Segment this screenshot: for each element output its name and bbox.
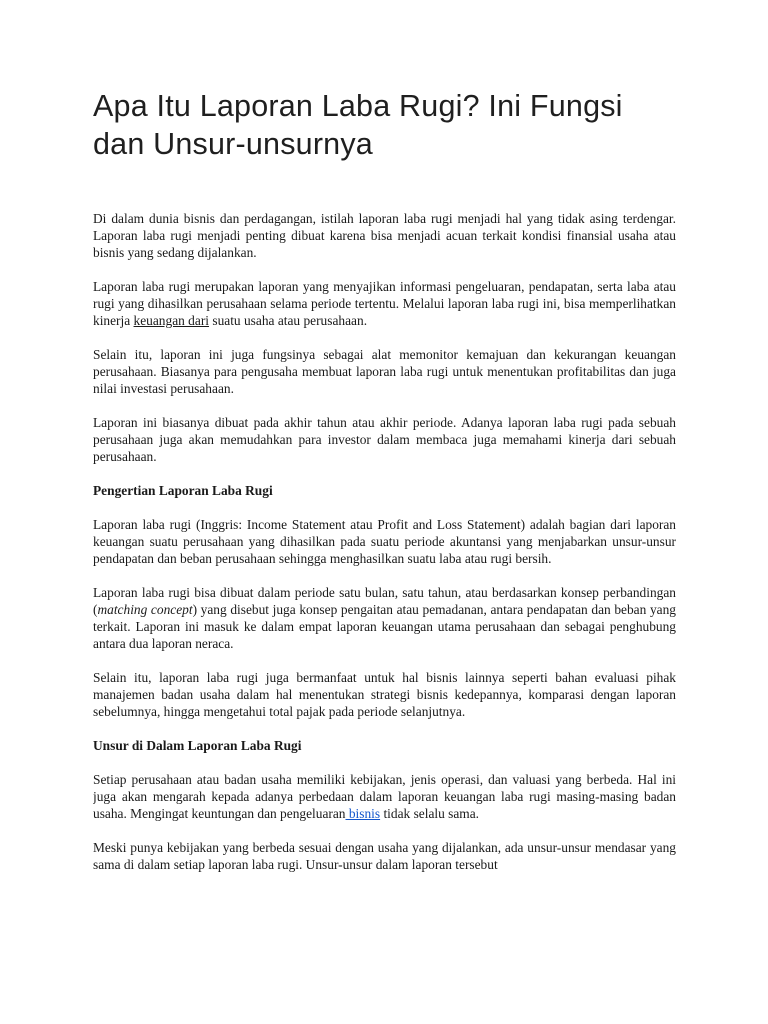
document-page <box>93 87 676 1024</box>
paragraph-text: Laporan laba rugi bisa dibuat dalam periode satu bulan, satu tahun, atau berdasarkan konsep perbandingan ( <box>93 585 676 617</box>
paragraph-text: Laporan laba rugi merupakan laporan yang menyajikan informasi pengeluaran, pendapatan, serta laba atau rugi yang dihasilkan perusahaan selama periode tertentu. Melalui laporan laba rugi ini, bisa memperlihatkan kinerja <box>93 279 676 328</box>
paragraph-text: ) yang disebut juga konsep pengaitan atau pemadanan, antara pendapatan dan beban yang terkait. Laporan ini masuk ke dalam empat laporan keuangan utama perusahaan dan sebagai penghubung antara dua laporan neraca. <box>93 602 676 651</box>
keuangan-link[interactable]: keuangan dari <box>133 313 210 328</box>
paragraph-kebijakan <box>93 771 676 822</box>
paragraph-periode <box>93 584 676 652</box>
paragraph-timing: Laporan ini biasanya dibuat pada akhir tahun atau akhir periode. Adanya laporan laba rugi pada sebuah perusahaan juga akan memudahkan para investor dalam membaca juga memahami kinerja dari sebuah perusahaan. <box>93 415 676 464</box>
paragraph-definition-short <box>93 278 676 329</box>
paragraph-function: Selain itu, laporan ini juga fungsinya sebagai alat memonitor kemajuan dan kekurangan keuangan perusahaan. Biasanya para pengusaha membuat laporan laba rugi untuk menentukan profitabilitas dan juga nilai investasi perusahaan. <box>93 347 676 396</box>
document-body <box>93 210 676 873</box>
paragraph-text: suatu usaha atau perusahaan. <box>209 313 368 328</box>
section-heading-unsur: Unsur di Dalam Laporan Laba Rugi <box>93 738 302 753</box>
paragraph-intro: Di dalam dunia bisnis dan perdagangan, istilah laporan laba rugi menjadi hal yang tidak asing terdengar. Laporan laba rugi menjadi penting dibuat karena bisa menjadi acuan terkait kondisi finansial usaha atau bisnis yang sedang dijalankan. <box>93 211 676 260</box>
document-title: Apa Itu Laporan Laba Rugi? Ini Fungsi dan Unsur-unsurnya <box>93 89 623 161</box>
paragraph-manfaat: Selain itu, laporan laba rugi juga bermanfaat untuk hal bisnis lainnya seperti bahan evaluasi pihak manajemen badan usaha dalam hal menentukan strategi bisnis kedepannya, komparasi dengan laporan sebelumnya, hingga mengetahui total pajak pada periode selanjutnya. <box>93 670 676 719</box>
paragraph-text: tidak selalu sama. <box>380 806 480 821</box>
paragraph-unsur-mendasar: Meski punya kebijakan yang berbeda sesuai dengan usaha yang dijalankan, ada unsur-unsur mendasar yang sama di dalam setiap laporan laba rugi. Unsur-unsur dalam laporan tersebut <box>93 840 676 872</box>
section-heading-pengertian: Pengertian Laporan Laba Rugi <box>93 483 273 498</box>
paragraph-pengertian: Laporan laba rugi (Inggris: Income Statement atau Profit and Loss Statement) adalah bagian dari laporan keuangan suatu perusahaan yang dihasilkan pada suatu periode akuntansi yang menjabarkan unsur-unsur pendapatan dan beban perusahaan sehingga menghasilkan suatu laba atau rugi bersih. <box>93 517 676 566</box>
paragraph-text: Setiap perusahaan atau badan usaha memiliki kebijakan, jenis operasi, dan valuasi yang berbeda. Hal ini juga akan mengarah kepada adanya perbedaan dalam laporan keuangan laba rugi masing-masing badan usaha. Mengingat keuntungan dan pengeluaran <box>93 772 676 821</box>
bisnis-link[interactable]: bisnis <box>345 806 381 821</box>
matching-concept-term: matching concept <box>97 602 193 617</box>
